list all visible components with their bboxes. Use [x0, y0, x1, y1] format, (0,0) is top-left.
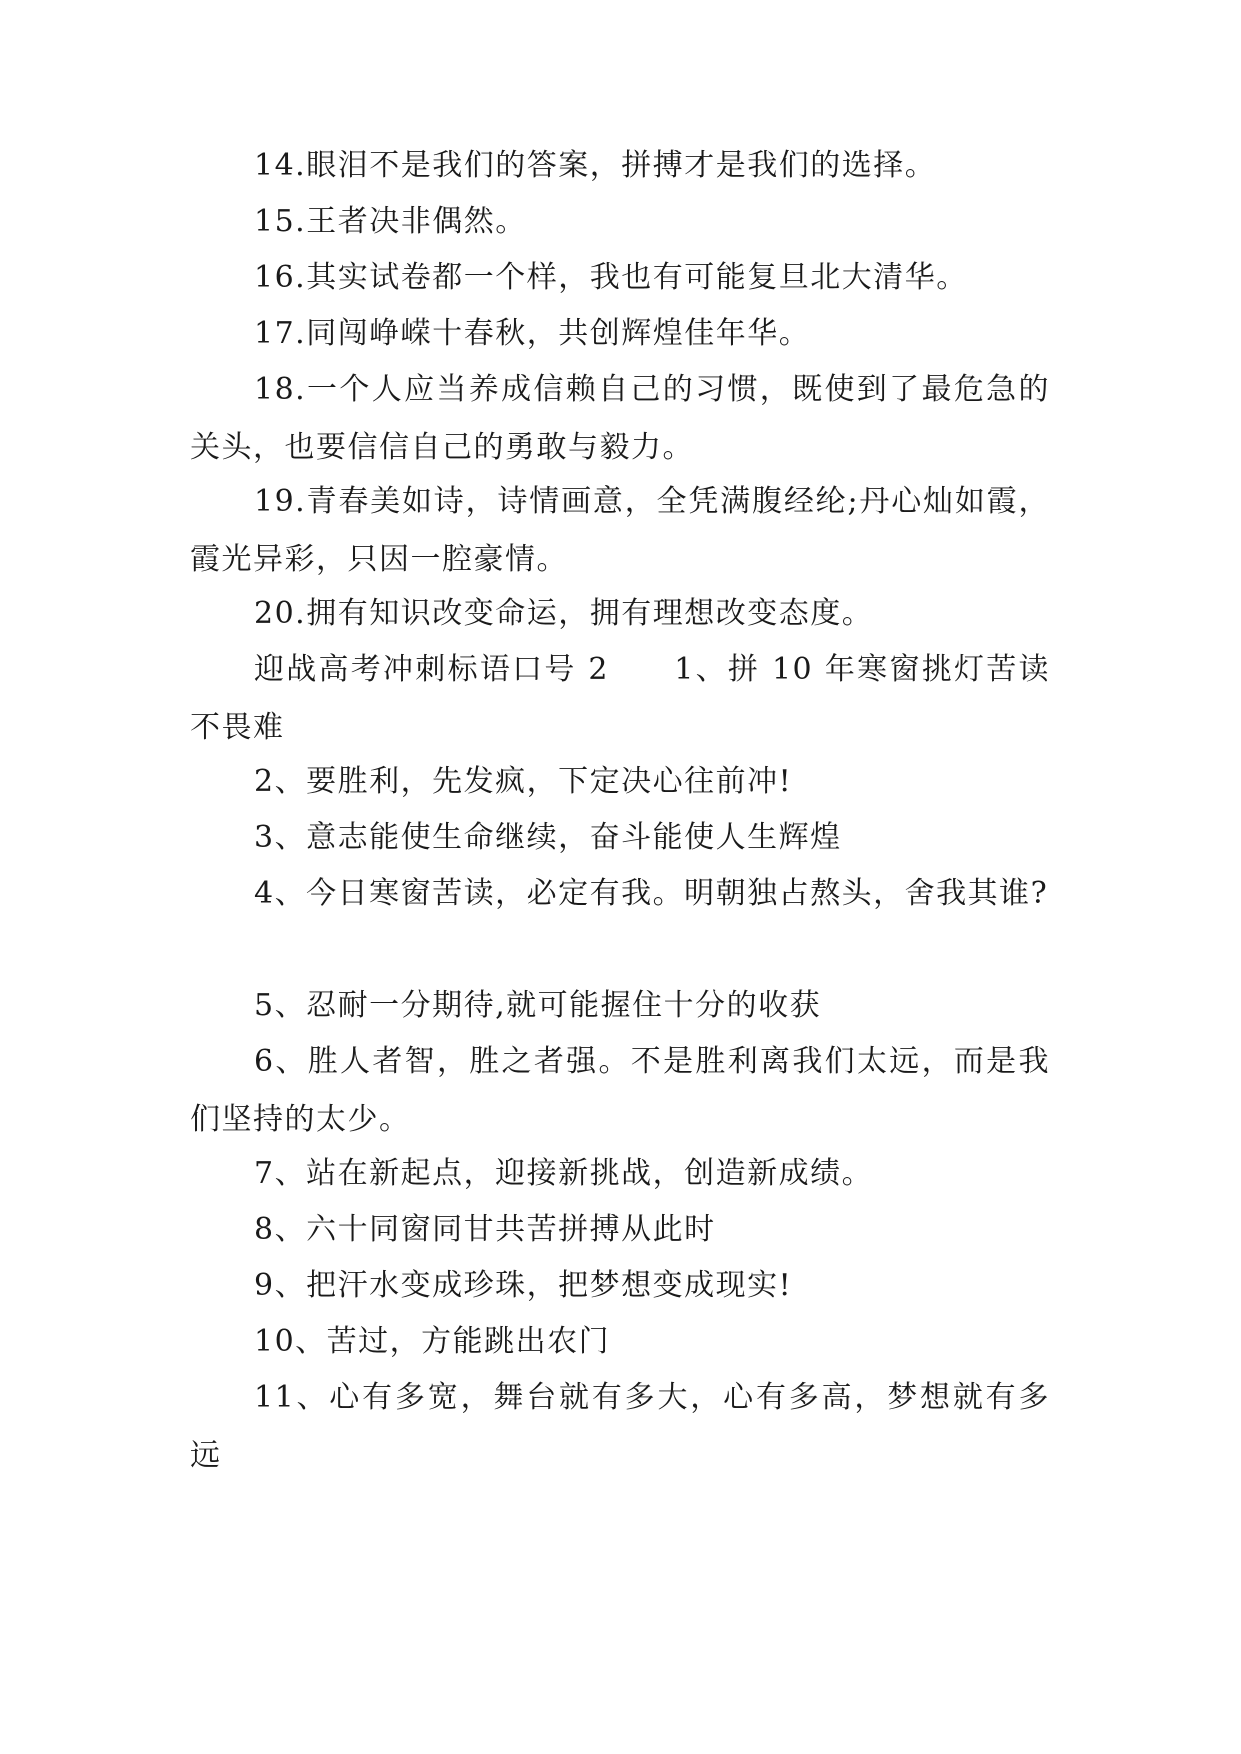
- slogan-item-3: 3、意志能使生命继续，奋斗能使人生辉煌: [254, 820, 842, 855]
- paragraph-19: 19.青春美如诗，诗情画意，全凭满腹经纶;丹心灿如霞，霞光异彩，只因一腔豪情。: [190, 484, 1050, 577]
- slogan-item-4: 4、今日寒窗苦读，必定有我。明朝独占熬头，舍我其谁?: [254, 876, 1049, 911]
- section-heading-slogans-2: 迎战高考冲刺标语口号 2 1、拼 10 年寒窗挑灯苦读不畏难: [190, 652, 1050, 745]
- slogan-item-8: 8、六十同窗同甘共苦拼搏从此时: [254, 1212, 716, 1247]
- slogan-item-7: 7、站在新起点，迎接新挑战，创造新成绩。: [254, 1156, 874, 1191]
- slogan-item-2: 2、要胜利，先发疯，下定决心往前冲!: [254, 764, 793, 799]
- slogan-item-9: 9、把汗水变成珍珠，把梦想变成现实!: [254, 1268, 793, 1303]
- paragraph-15: 15.王者决非偶然。: [254, 204, 527, 239]
- paragraph-14: 14.眼泪不是我们的答案，拼搏才是我们的选择。: [254, 148, 937, 183]
- slogan-item-5: 5、忍耐一分期待,就可能握住十分的收获: [254, 988, 822, 1023]
- paragraph-18: 18.一个人应当养成信赖自己的习惯，既使到了最危急的关头，也要信信自己的勇敢与毅力。: [190, 372, 1050, 465]
- slogan-item-6: 6、胜人者智，胜之者强。不是胜利离我们太远，而是我们坚持的太少。: [190, 1044, 1050, 1137]
- slogan-item-10: 10、苦过，方能跳出农门: [254, 1324, 611, 1359]
- paragraph-20: 20.拥有知识改变命运，拥有理想改变态度。: [254, 596, 874, 631]
- paragraph-17: 17.同闯峥嵘十春秋，共创辉煌佳年华。: [254, 316, 811, 351]
- paragraph-16: 16.其实试卷都一个样，我也有可能复旦北大清华。: [254, 260, 968, 295]
- slogan-item-11: 11、心有多宽，舞台就有多大，心有多高，梦想就有多远: [190, 1380, 1050, 1473]
